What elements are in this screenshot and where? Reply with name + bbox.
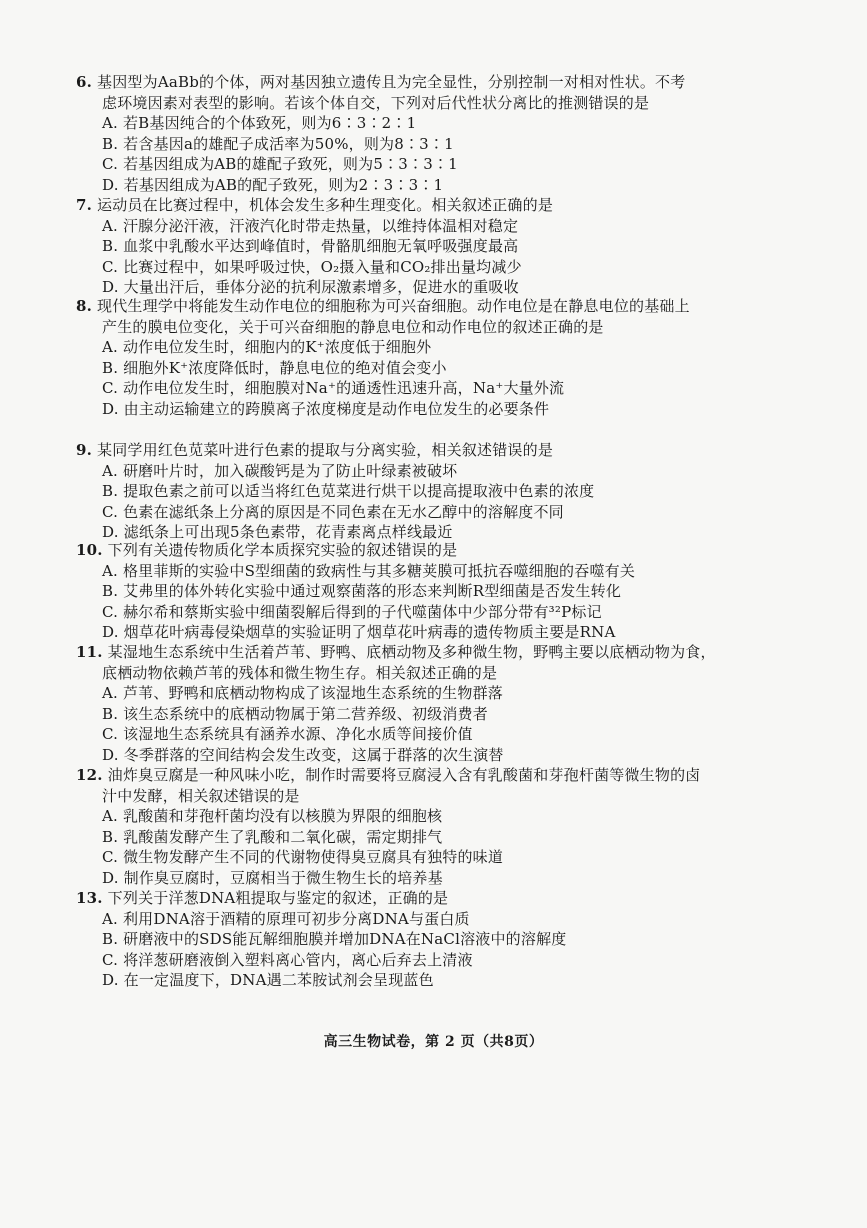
question-11 [76, 642, 816, 766]
question-stem-text: 某湿地生态系统中生活着芦苇、野鸭、底栖动物及多种微生物，野鸭主要以底栖动物为食， [107, 643, 716, 661]
question-stem-line [76, 72, 816, 93]
question-stem-line [76, 642, 816, 663]
question-number: 13. [76, 889, 103, 907]
answer-option: B. 研磨液中的SDS能瓦解细胞膜并增加DNA在NaCl溶液中的溶解度 [102, 930, 567, 949]
answer-option: A. 若B基因纯合的个体致死，则为6∶3∶2∶1 [102, 114, 417, 133]
answer-option: C. 动作电位发生时，细胞膜对Na⁺的通透性迅速升高，Na⁺大量外流 [102, 379, 565, 398]
question-stem-text: 底栖动物依赖芦苇的残体和微生物生存。相关叙述正确的是 [102, 663, 498, 682]
question-stem-text: 现代生理学中将能发生动作电位的细胞称为可兴奋细胞。动作电位是在静息电位的基础上 [97, 297, 690, 315]
question-9 [76, 440, 816, 543]
question-stem-text: 下列有关遗传物质化学本质探究实验的叙述错误的是 [107, 541, 458, 559]
answer-option: A. 动作电位发生时，细胞内的K⁺浓度低于细胞外 [102, 338, 432, 357]
question-stem-text: 基因型为AaBb的个体，两对基因独立遗传且为完全显性，分别控制一对相对性状。不考 [97, 73, 686, 91]
answer-option: B. 提取色素之前可以适当将红色苋菜进行烘干以提高提取液中色素的浓度 [102, 482, 595, 501]
answer-option: B. 细胞外K⁺浓度降低时，静息电位的绝对值会变小 [102, 358, 447, 377]
question-stem-line [76, 195, 816, 216]
question-stem-text: 某同学用红色苋菜叶进行色素的提取与分离实验，相关叙述错误的是 [97, 441, 554, 459]
answer-option: A. 研磨叶片时，加入碳酸钙是为了防止叶绿素被破坏 [102, 461, 458, 480]
question-stem-line [76, 440, 816, 461]
question-number: 10. [76, 541, 103, 559]
answer-option: A. 汗腺分泌汗液，汗液汽化时带走热量，以维持体温相对稳定 [102, 216, 519, 235]
question-10 [76, 540, 816, 643]
answer-option: C. 比赛过程中，如果呼吸过快，O₂摄入量和CO₂排出量均减少 [102, 257, 522, 276]
question-number: 7. [76, 196, 93, 214]
answer-option: D. 烟草花叶病毒侵染烟草的实验证明了烟草花叶病毒的遗传物质主要是RNA [102, 623, 616, 642]
question-stem-text: 运动员在比赛过程中，机体会发生多种生理变化。相关叙述正确的是 [97, 196, 554, 214]
answer-option: D. 冬季群落的空间结构会发生改变，这属于群落的次生演替 [102, 745, 504, 764]
answer-option: D. 滤纸条上可出现5条色素带，花青素离点样线最近 [102, 523, 453, 542]
question-stem-line [76, 93, 816, 114]
question-stem-text: 虑环境因素对表型的影响。若该个体自交，下列对后代性状分离比的推测错误的是 [102, 93, 650, 112]
question-number: 6. [76, 73, 93, 91]
question-stem-text: 汁中发酵，相关叙述错误的是 [102, 786, 300, 805]
answer-option: B. 该生态系统中的底栖动物属于第二营养级、初级消费者 [102, 704, 488, 723]
answer-option: D. 在一定温度下，DNA遇二苯胺试剂会呈现蓝色 [102, 971, 434, 990]
question-stem-text: 产生的膜电位变化，关于可兴奋细胞的静息电位和动作电位的叙述正确的是 [102, 317, 604, 336]
question-stem-line [76, 296, 816, 317]
answer-option: A. 利用DNA溶于酒精的原理可初步分离DNA与蛋白质 [102, 909, 470, 928]
question-stem-text: 油炸臭豆腐是一种风味小吃，制作时需要将豆腐浸入含有乳酸菌和芽孢杆菌等微生物的卤 [107, 766, 701, 784]
question-number: 12. [76, 766, 103, 784]
answer-option: D. 若基因组成为AB的配子致死，则为2∶3∶3∶1 [102, 175, 444, 194]
question-stem-line [76, 540, 816, 561]
answer-option: A. 乳酸菌和芽孢杆菌均没有以核膜为界限的细胞核 [102, 807, 443, 826]
question-13 [76, 888, 816, 991]
answer-option: B. 乳酸菌发酵产生了乳酸和二氧化碳，需定期排气 [102, 827, 443, 846]
answer-option: A. 芦苇、野鸭和底栖动物构成了该湿地生态系统的生物群落 [102, 684, 503, 703]
question-stem-line [76, 765, 816, 786]
answer-option: A. 格里菲斯的实验中S型细菌的致病性与其多糖荚膜可抵抗吞噬细胞的吞噬有关 [102, 561, 636, 580]
question-number: 8. [76, 297, 93, 315]
answer-option: C. 色素在滤纸条上分离的原因是不同色素在无水乙醇中的溶解度不同 [102, 502, 564, 521]
question-12 [76, 765, 816, 889]
answer-option: D. 制作臭豆腐时，豆腐相当于微生物生长的培养基 [102, 868, 443, 887]
question-number: 11. [76, 643, 103, 661]
question-stem-line [76, 317, 816, 338]
answer-option: B. 若含基因a的雄配子成活率为50%，则为8∶3∶1 [102, 134, 454, 153]
page-footer: 高三生物试卷，第 2 页（共8页） [323, 1034, 544, 1050]
question-stem-line [76, 663, 816, 684]
answer-option: B. 血浆中乳酸水平达到峰值时，骨骼肌细胞无氧呼吸强度最高 [102, 237, 519, 256]
question-7 [76, 195, 816, 298]
answer-option: C. 将洋葱研磨液倒入塑料离心管内，离心后弃去上清液 [102, 950, 473, 969]
question-stem-line [76, 786, 816, 807]
answer-option: B. 艾弗里的体外转化实验中通过观察菌落的形态来判断R型细菌是否发生转化 [102, 582, 622, 601]
question-number: 9. [76, 441, 93, 459]
question-stem-text: 下列关于洋葱DNA粗提取与鉴定的叙述，正确的是 [107, 889, 449, 907]
answer-option: C. 赫尔希和蔡斯实验中细菌裂解后得到的子代噬菌体中少部分带有³²P标记 [102, 602, 602, 621]
answer-option: C. 微生物发酵产生不同的代谢物使得臭豆腐具有独特的味道 [102, 848, 504, 867]
answer-option: D. 大量出汗后，垂体分泌的抗利尿激素增多，促进水的重吸收 [102, 278, 519, 297]
question-6 [76, 72, 816, 196]
question-stem-line [76, 888, 816, 909]
answer-option: C. 若基因组成为AB的雄配子致死，则为5∶3∶3∶1 [102, 155, 458, 174]
question-8 [76, 296, 816, 420]
answer-option: C. 该湿地生态系统具有涵养水源、净化水质等间接价值 [102, 725, 473, 744]
answer-option: D. 由主动运输建立的跨膜离子浓度梯度是动作电位发生的必要条件 [102, 399, 550, 418]
